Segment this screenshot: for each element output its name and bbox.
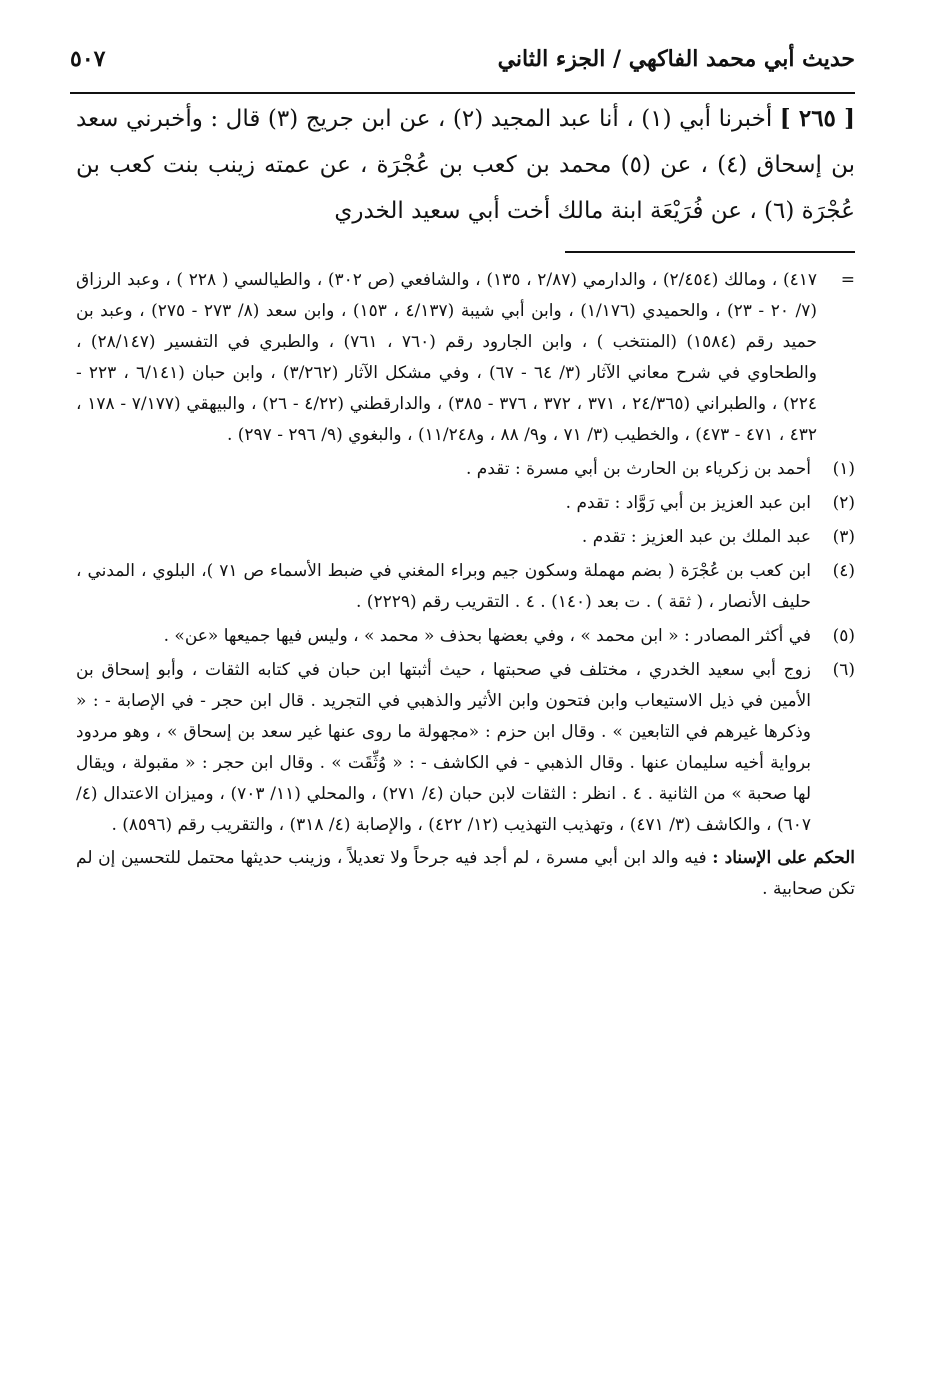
isnad-judgement (76, 843, 855, 905)
footnote-4 (76, 556, 855, 618)
footnote-text: زوج أبي سعيد الخدري ، مختلف في صحبتها ، حيث أثبتها ابن حبان في كتابه الثقات ، وأبو إسحاق بن الأمين في ذيل الاستيعاب وابن فتحون وابن الأثير والذهبي في التجريد . قال ابن حجر - في الإصابة - : « وذكرها غيرهم في التابعين » . وقال ابن حزم : «مجهولة ما روى عنها غير سعد بن إسحاق » ، وهو مردود برواية أخيه سليمان عنها . وقال الذهبي - في الكاشف - : « وُثِّقَت » . وقال ابن حجر : « مقبولة ، ويقال لها صحبة » من الثانية . ٤ . انظر : الثقات لابن حبان (٤/ ٢٧١) ، والمحلي (١١/ ٧٠٣) ، وميزان الاعتدال (٤/ ٦٠٧) ، والكاشف (٣/ ٤٧١) ، وتهذيب التهذيب (١٢/ ٤٢٢) ، والإصابة (٤/ ٣١٨) ، والتقريب رقم (٨٥٩٦) . (76, 660, 811, 835)
footnote-marker: (٤) (832, 561, 855, 581)
hadith-text-block (76, 96, 855, 234)
footnote-text: أحمد بن زكرياء بن الحارث بن أبي مسرة : تقدم . (466, 459, 811, 479)
footnote-1 (76, 454, 855, 485)
isnad-judgement-label: الحكم على الإسناد : (712, 848, 856, 868)
footnote-text: ابن عبد العزيز بن أبي رَوَّاد : تقدم . (565, 493, 811, 513)
hadith-text: أخبرنا أبي (١) ، أنا عبد المجيد (٢) ، عن ابن جريج (٣) قال : وأخبرني سعد بن إسحاق (٤) ، عن (٥) محمد بن كعب بن عُجْرَة ، عن عمته زينب بنت كعب بن عُجْرَة (٦) ، عن فُرَيْعَة ابنة مالك أخت أبي سعيد الخدري (76, 106, 855, 224)
footnote-text: ابن كعب بن عُجْرَة ( بضم مهملة وسكون جيم وبراء المغني في ضبط الأسماء ص ٧١ )، البلوي ، المدني ، حليف الأنصار ، ( ثقة ) . ت بعد (١٤٠) . ٤ . التقريب رقم (٢٢٢٩) . (76, 561, 811, 612)
isnad-judgement-text: فيه والد ابن أبي مسرة ، لم أجد فيه جرحاً ولا تعديلاً ، وزينب حديثها محتمل للتحسين إن لم تكن صحابية . (76, 848, 855, 899)
continuation-mark: = (840, 270, 855, 290)
footnote-marker: (٥) (832, 626, 855, 646)
footnote-3 (76, 522, 855, 553)
footnote-6 (76, 655, 855, 841)
footnote-continuation (76, 265, 855, 451)
page-header (70, 40, 855, 94)
footnotes-block (76, 265, 855, 905)
running-title: حديث أبي محمد الفاكهي / الجزء الثاني (497, 46, 855, 72)
footnote-2 (76, 488, 855, 519)
footnote-marker: (٣) (832, 527, 855, 547)
footnote-marker: (٦) (832, 660, 855, 680)
hadith-number: [ ٢٦٥ ] (779, 105, 855, 132)
continuation-text: ٤١٧) ، ومالك (٢/٤٥٤) ، والدارمي (٢/٨٧ ، ١٣٥) ، والشافعي (ص ٣٠٢) ، والطيالسي ( ٢٢٨ ) ، وعبد الرزاق (٧/ ٢٠ - ٢٣) ، والحميدي (١/١٧٦) ، وابن أبي شيبة (٤/١٣٧ ، ١٥٣) ، وابن سعد (٨/ ٢٧٣ - ٢٧٥) ، وعبد بن حميد رقم (١٥٨٤) (المنتخب ) ، وابن الجارود رقم (٧٦٠ ، ٧٦١) ، والطبري في التفسير (٢٨/١٤٧) ، والطحاوي في شرح معاني الآثار (٣/ ٦٤ - ٦٧) ، وفي مشكل الآثار (٣/٢٦٢) ، وابن حبان (٦/١٤١ ، ٢٢٣ - ٢٢٤) ، والطبراني (٢٤/٣٦٥ ، ٣٧١ ، ٣٧٢ ، ٣٧٦ - ٣٨٥) ، والدارقطني (٤/٢٢ - ٢٦) ، والبيهقي (٧/١٧٧ - ١٧٨ ، ٤٣٢ ، ٤٧١ - ٤٧٣) ، والخطيب (٣/ ٧١ ، و٩/ ٨٨ ، و١١/٢٤٨) ، والبغوي (٩/ ٢٩٦ - ٢٩٧) . (76, 270, 818, 445)
footnote-marker: (١) (832, 459, 855, 479)
footnote-text: عبد الملك بن عبد العزيز : تقدم . (581, 527, 811, 547)
page-number: ٥٠٧ (70, 46, 106, 72)
footnote-5 (76, 621, 855, 652)
footnote-marker: (٢) (832, 493, 855, 513)
footnote-separator (565, 251, 855, 253)
footnote-text: في أكثر المصادر : « ابن محمد » ، وفي بعضها بحذف « محمد » ، وليس فيها جميعها «عن» . (163, 626, 811, 646)
